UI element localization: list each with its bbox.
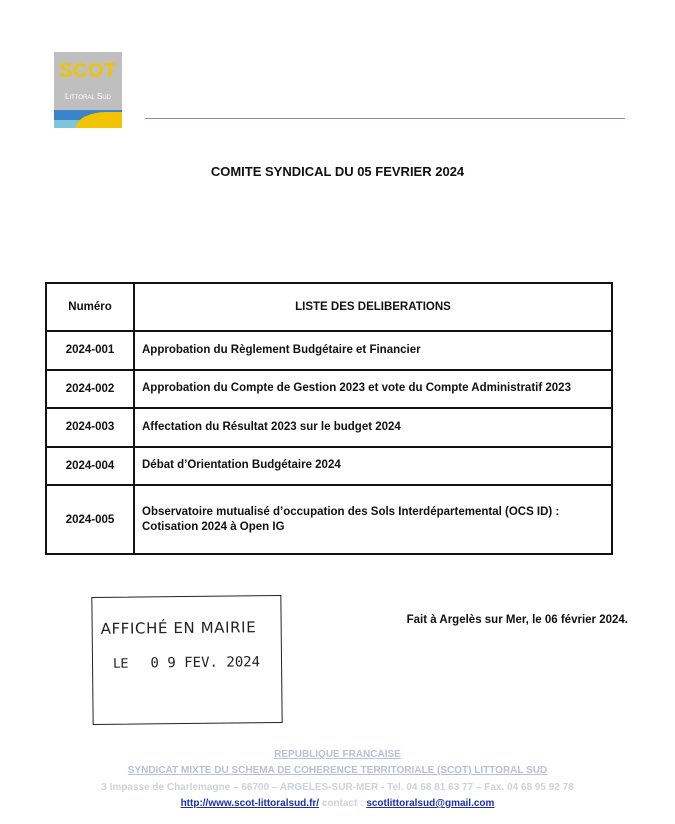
logo-subtitle: Littoral Sud: [65, 92, 111, 101]
row-label: Approbation du Règlement Budgétaire et Financier: [134, 331, 612, 370]
stamp-date: 0 9 FEV. 2024: [150, 654, 261, 672]
header-divider: [145, 118, 625, 119]
signature-line: Fait à Argelès sur Mer, le 06 février 2024.: [406, 614, 628, 626]
header-number: Numéro: [46, 283, 134, 331]
row-label: Observatoire mutualisé d’occupation des Sols Interdépartemental (OCS ID) : Cotisation 2024 à Open IG: [134, 485, 612, 554]
footer-organization: SYNDICAT MIXTE DU SCHEMA DE COHERENCE TERRITORIALE (SCOT) LITTORAL SUD: [127, 765, 548, 776]
contact-label: contact :: [319, 798, 367, 809]
table-row: [46, 447, 612, 486]
row-number: 2024-003: [46, 408, 134, 447]
stamp-heading: AFFICHÉ EN MAIRIE: [100, 618, 257, 638]
website-link[interactable]: http://www.scot-littoralsud.fr/: [180, 798, 320, 809]
table-row: [46, 408, 612, 447]
header-deliberations: LISTE DES DELIBERATIONS: [134, 283, 612, 331]
row-number: 2024-005: [46, 485, 134, 554]
town-hall-stamp: [91, 595, 282, 725]
footer-republic: REPUBLIQUE FRANCAISE: [274, 749, 401, 760]
email-link[interactable]: scotlittoralsud@gmail.com: [366, 798, 495, 809]
stamp-date-line: [113, 654, 260, 672]
stamp-prefix: LE: [112, 656, 129, 672]
table-row: [46, 485, 612, 554]
row-number: 2024-004: [46, 447, 134, 486]
table-row: [46, 331, 612, 370]
row-number: 2024-001: [46, 331, 134, 370]
table-row: [46, 370, 612, 409]
scot-logo: [54, 52, 122, 128]
row-number: 2024-002: [46, 370, 134, 409]
footer-contact-line: [0, 798, 675, 809]
table-header-row: [46, 283, 612, 331]
row-label: Affectation du Résultat 2023 sur le budget 2024: [134, 408, 612, 447]
logo-brand: SCOT: [59, 60, 117, 82]
row-label: Approbation du Compte de Gestion 2023 et vote du Compte Administratif 2023: [134, 370, 612, 409]
deliberations-table: [45, 282, 613, 555]
footer-address: 3 Impasse de Charlemagne – 66700 – ARGELES-SUR-MER - Tel. 04 68 81 63 77 – Fax. 04 68 95 92 78: [101, 782, 574, 793]
page-title: COMITE SYNDICAL DU 05 FEVRIER 2024: [210, 164, 465, 179]
row-label: Débat d’Orientation Budgétaire 2024: [134, 447, 612, 486]
